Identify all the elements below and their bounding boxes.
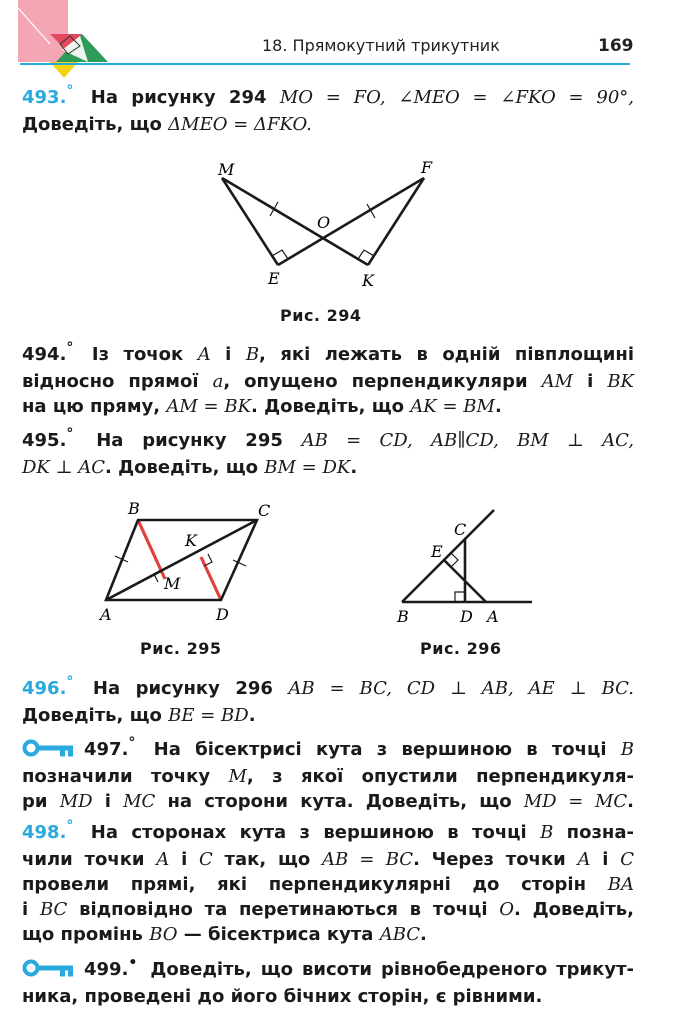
key-icon (22, 739, 76, 757)
point-M: M (228, 766, 247, 787)
problem-number: 499. (84, 959, 129, 980)
problem-text: . Доведіть, (514, 899, 634, 920)
problem-497-line-3 (22, 789, 634, 814)
problem-number: 495. (22, 430, 67, 451)
problem-text: , опущено перпендикуляри (223, 371, 542, 392)
difficulty-mark: ° (128, 735, 136, 751)
problem-text: На рисунку 296 (92, 678, 289, 699)
problem-text: і (210, 344, 246, 365)
problem-text: Із точок (91, 344, 198, 365)
problem-text: відповідно та перетинаються в точці (67, 899, 500, 920)
problem-495 (22, 428, 634, 480)
difficulty-mark: ° (66, 674, 74, 690)
page-number: 169 (598, 36, 634, 56)
problem-text: і (169, 849, 199, 870)
problem-number: 493. (22, 87, 67, 108)
problem-text: На сторонах кута з вершиною в точці (90, 822, 541, 843)
figure-294 (200, 150, 460, 295)
difficulty-mark: ° (66, 83, 74, 99)
header-rule (20, 63, 630, 65)
point-B: B (245, 344, 260, 365)
label-C: C (454, 520, 467, 539)
chapter-title: 18. Прямокутний трикутник (262, 36, 500, 55)
point-A: A (197, 344, 211, 365)
problem-text: Доведіть, що (22, 705, 169, 726)
difficulty-mark: ° (66, 818, 74, 834)
right-angle-mark-E (451, 553, 458, 567)
logo-pink-square (18, 0, 68, 62)
problem-text: Доведіть, що (22, 114, 169, 135)
problem-494 (22, 342, 634, 419)
problem-math: AB = CD, AB∥CD, BM ⊥ AC, (301, 430, 634, 451)
problem-493-line-1 (22, 85, 634, 112)
point-B: B (620, 739, 634, 760)
figure-295-caption: Рис. 295 (140, 639, 222, 658)
problem-text: що промінь (22, 924, 150, 945)
problem-498-line-3 (22, 872, 634, 897)
problem-text: провели прямі, які перпендикулярні до сторін (22, 874, 608, 895)
problem-math: MO = FO, ∠MEO = ∠FKO = 90°, (279, 87, 634, 108)
label-M: M (218, 160, 235, 179)
figure-294-caption: Рис. 294 (280, 306, 362, 325)
problem-498-line-2 (22, 847, 634, 872)
problem-494-line-3 (22, 394, 634, 419)
side-BA: BA (607, 874, 634, 895)
problem-text: . Доведіть, що (105, 457, 265, 478)
point-O: O (499, 899, 515, 920)
problem-496-line-1 (22, 676, 634, 703)
problem-text: . (420, 924, 427, 945)
problem-text: Доведіть, що висоти рівнобедреного трикут- (150, 959, 634, 980)
ray-BC (402, 510, 494, 602)
figure-296-caption: Рис. 296 (420, 639, 502, 658)
point-C: C (199, 849, 213, 870)
problem-math: DK ⊥ AC (22, 457, 106, 478)
label-B: B (128, 499, 140, 518)
segment-BK: BK (607, 371, 634, 392)
segment-MD: MD (59, 791, 93, 812)
right-angle-mark-D (455, 592, 465, 602)
problem-498-line-4 (22, 897, 634, 922)
problem-text: , з якої опустили перпендикуля- (246, 766, 634, 787)
problem-text: відносно прямої (22, 371, 213, 392)
problem-text: На рисунку 295 (96, 430, 302, 451)
problem-text: — бісектриса кута (177, 924, 380, 945)
chapter-logo (16, 0, 114, 82)
difficulty-mark: ° (66, 340, 74, 356)
label-D: D (216, 605, 229, 624)
problem-text: так, що (212, 849, 322, 870)
difficulty-mark: • (128, 955, 138, 971)
line-a: a (212, 371, 224, 392)
problem-496-line-2 (22, 703, 634, 728)
problem-math: MD = MC (523, 791, 628, 812)
problem-text: позна- (553, 822, 634, 843)
point-C: C (620, 849, 634, 870)
problem-text: ника, проведені до його бічних сторін, є рівними. (22, 986, 543, 1007)
problem-text: і (573, 371, 608, 392)
label-E: E (431, 542, 443, 561)
segment-FE (278, 178, 424, 265)
problem-math: BE = BD (168, 705, 249, 726)
problem-499-line-1 (22, 957, 634, 984)
problem-math: AB = BC (321, 849, 414, 870)
point-B: B (540, 822, 554, 843)
segment-FK (368, 178, 424, 265)
problem-text: . (350, 457, 358, 478)
label-D: D (460, 607, 473, 626)
segment-ME (222, 178, 278, 265)
problem-text: і (92, 791, 124, 812)
problem-text: позначили точку (22, 766, 229, 787)
problem-math: AB = BC, CD ⊥ AB, AE ⊥ BC. (288, 678, 634, 699)
problem-493-line-2 (22, 112, 634, 137)
label-M: M (164, 574, 181, 593)
perpendicular-DK (201, 557, 221, 600)
label-A: A (100, 605, 112, 624)
figure-296 (390, 505, 540, 627)
label-B: B (397, 607, 409, 626)
problem-text: . (494, 396, 502, 417)
side-BC: BC (39, 899, 68, 920)
problem-number: 497. (84, 739, 129, 760)
segment-MK (222, 178, 368, 265)
segment-MC: MC (123, 791, 156, 812)
problem-text: і (22, 899, 40, 920)
problem-text: . (248, 705, 256, 726)
problem-text: На рисунку 294 (90, 87, 280, 108)
label-O: O (317, 213, 331, 232)
segment-AM: AM (541, 371, 574, 392)
problem-text: На бісектрисі кута з вершиною в точці (153, 739, 621, 760)
problem-495-line-1 (22, 428, 634, 455)
problem-498-line-1 (22, 820, 634, 847)
tick-mark-MO (270, 202, 278, 216)
problem-math: BM = DK (264, 457, 351, 478)
label-A: A (487, 607, 499, 626)
key-icon (22, 959, 76, 977)
problem-499-line-2 (22, 984, 634, 1009)
difficulty-mark: ° (66, 426, 74, 442)
problem-number: 498. (22, 822, 67, 843)
problem-text: чили точки (22, 849, 157, 870)
problem-494-line-2 (22, 369, 634, 394)
problem-497-line-2 (22, 764, 634, 789)
problem-math: ΔMEO = ΔFKO. (168, 114, 312, 135)
problem-text: і (590, 849, 621, 870)
problem-text: ри (22, 791, 60, 812)
label-F: F (421, 158, 433, 177)
label-K: K (362, 271, 374, 290)
problem-498 (22, 820, 634, 947)
problem-text: . Через точки (413, 849, 578, 870)
problem-497-line-1 (22, 737, 634, 764)
label-K: K (185, 531, 197, 550)
problem-text: на сторони кута. Доведіть, що (155, 791, 524, 812)
problem-number: 494. (22, 344, 67, 365)
problem-495-line-2 (22, 455, 634, 480)
angle-ABC: ABC (379, 924, 421, 945)
point-A: A (156, 849, 170, 870)
problem-text: , які лежать в одній півплощині (259, 344, 635, 365)
problem-math: AM = BK (166, 396, 252, 417)
problem-498-line-5 (22, 922, 634, 947)
label-C: C (258, 501, 271, 520)
problem-496 (22, 676, 634, 728)
problem-text: . Доведіть, що (251, 396, 411, 417)
label-E: E (268, 269, 280, 288)
problem-493 (22, 85, 634, 137)
problem-499 (22, 957, 634, 1009)
figure-295 (92, 496, 292, 628)
point-A: A (577, 849, 591, 870)
problem-497 (22, 737, 634, 814)
ray-BO: BO (149, 924, 178, 945)
problem-number: 496. (22, 678, 67, 699)
problem-text: на цю пряму, (22, 396, 167, 417)
problem-text: . (627, 791, 635, 812)
problem-math: AK = BM (410, 396, 495, 417)
problem-494-line-1 (22, 342, 634, 369)
